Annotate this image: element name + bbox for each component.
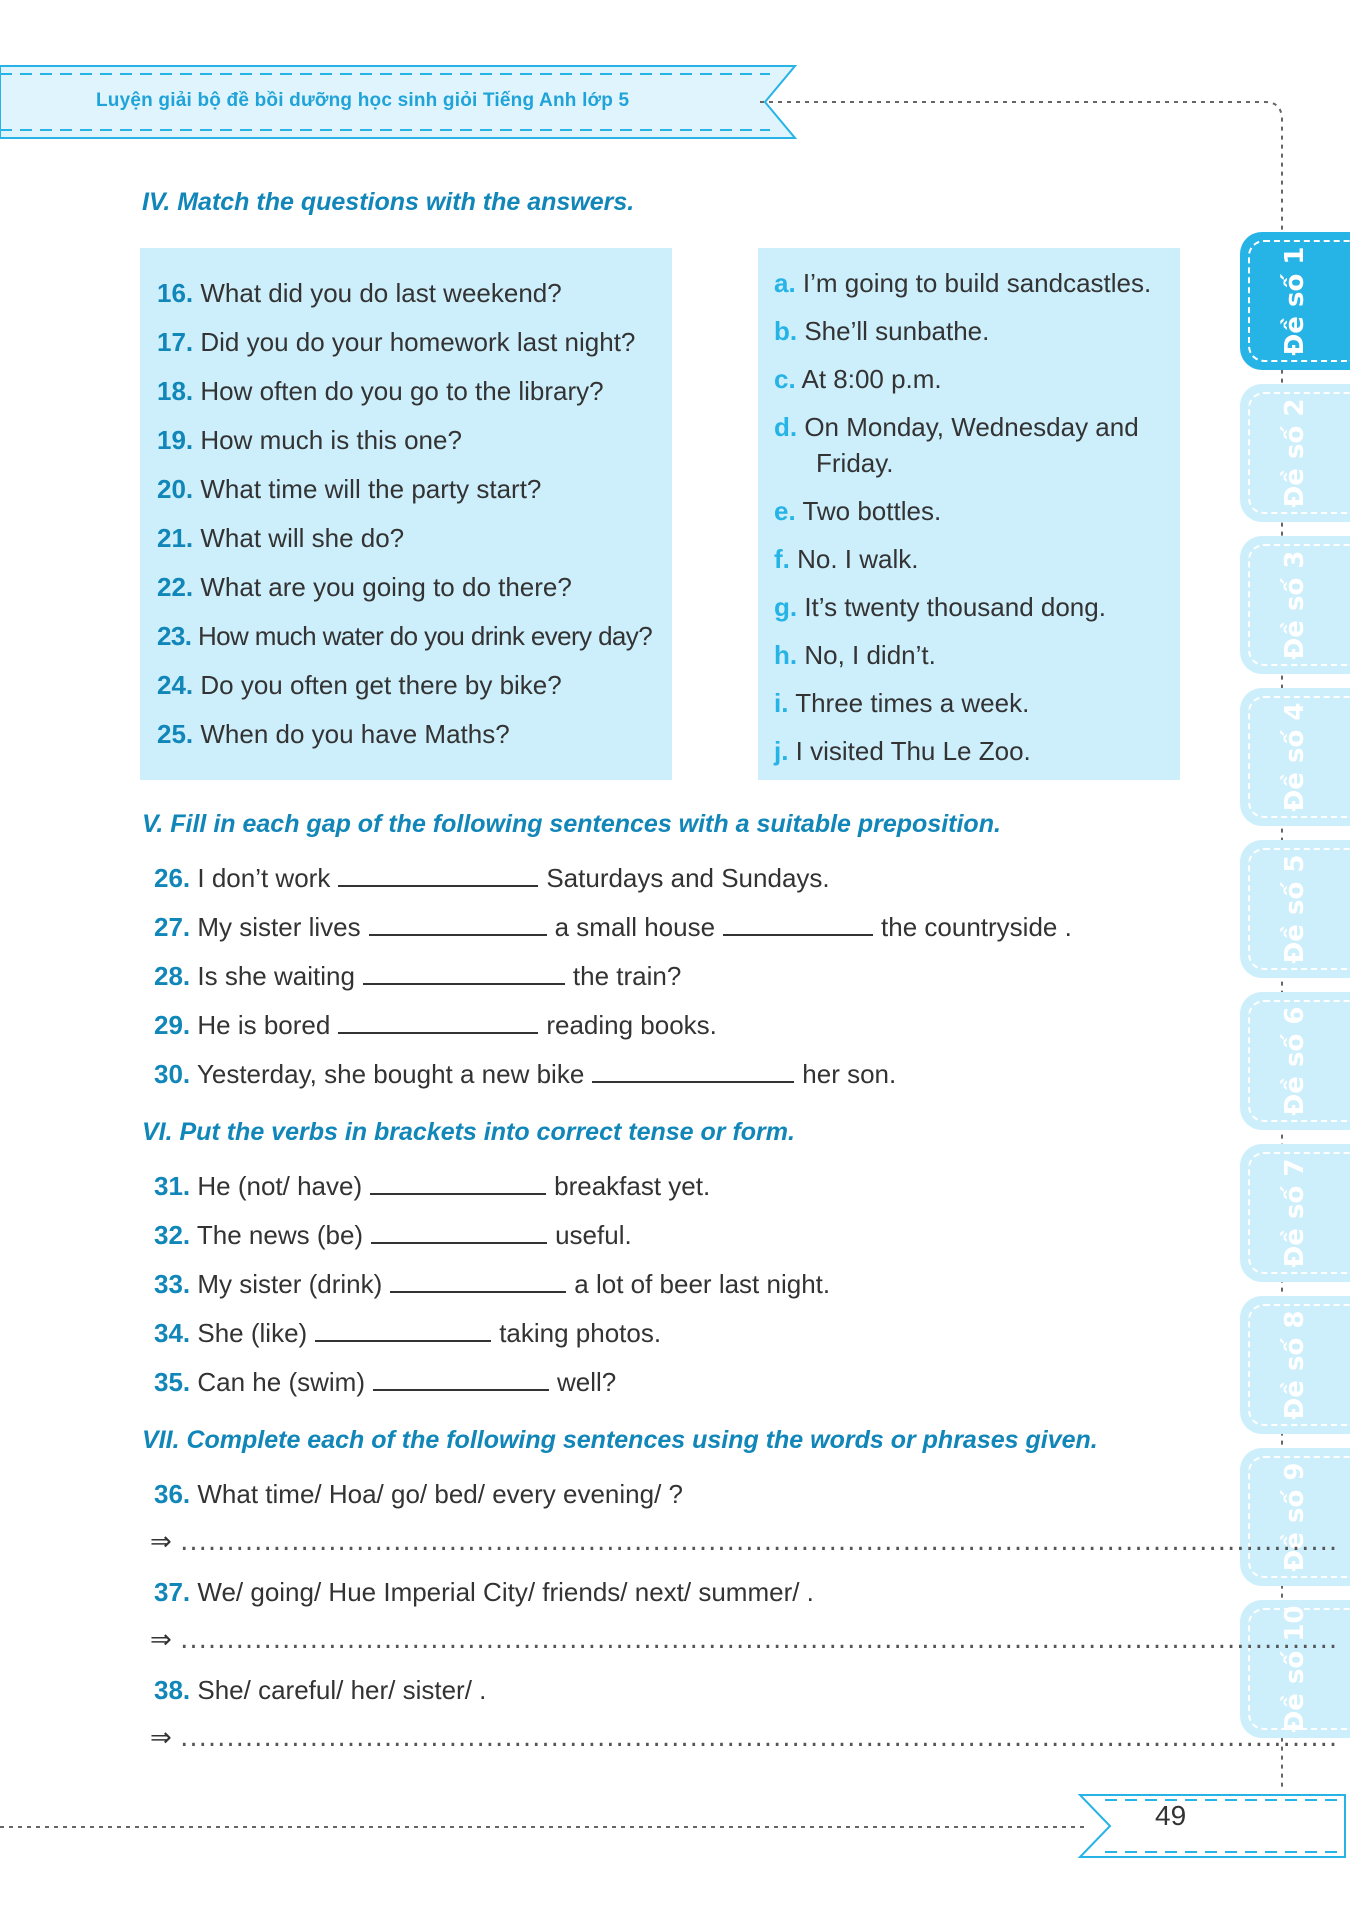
answer-item: a. I’m going to build sandcastles. <box>774 268 1152 298</box>
exercise-36: 36. What time/ Hoa/ go/ bed/ every evening/ ? <box>154 1479 683 1509</box>
answer-blank[interactable] <box>373 1367 549 1391</box>
question-item: 19. How much is this one? <box>157 425 462 455</box>
arrow-icon: ⇒ <box>150 1527 172 1557</box>
book-title: Luyện giải bộ đề bồi dưỡng học sinh giỏi Tiếng Anh lớp 5 <box>96 90 630 111</box>
exercise-33: 33. My sister (drink) a lot of beer last night. <box>154 1269 831 1299</box>
answer-line-36[interactable]: ⇒ ............................................................................................................................. <box>150 1527 1339 1557</box>
answer-item: e. Two bottles. <box>774 496 942 526</box>
exercise-34: 34. She (like) taking photos. <box>154 1318 662 1348</box>
arrow-icon: ⇒ <box>150 1625 172 1655</box>
answer-line-37[interactable]: ⇒ ............................................................................................................................. <box>150 1625 1339 1655</box>
exercise-35: 35. Can he (swim) well? <box>154 1367 617 1397</box>
tab-de-so-10[interactable]: Đề số 10 <box>1240 1600 1350 1738</box>
tab-de-so-2[interactable]: Đề số 2 <box>1240 384 1350 522</box>
answer-item: i. Three times a week. <box>774 688 1030 718</box>
exercise-28: 28. Is she waiting the train? <box>154 961 682 991</box>
answer-blank[interactable] <box>723 912 873 936</box>
exercise-29: 29. He is bored reading books. <box>154 1010 717 1040</box>
answer-blank[interactable] <box>369 912 547 936</box>
answer-blank[interactable] <box>371 1220 547 1244</box>
exercise-31: 31. He (not/ have) breakfast yet. <box>154 1171 711 1201</box>
exercise-32: 32. The news (be) useful. <box>154 1220 632 1250</box>
exercise-26: 26. I don’t work Saturdays and Sundays. <box>154 863 830 893</box>
page-number: 49 <box>1155 1800 1187 1831</box>
question-item: 22. What are you going to do there? <box>157 572 572 602</box>
arrow-icon: ⇒ <box>150 1723 172 1753</box>
answer-item: j. I visited Thu Le Zoo. <box>774 736 1031 766</box>
answer-item-continued: Friday. <box>816 448 894 478</box>
question-item: 16. What did you do last weekend? <box>157 278 562 308</box>
tab-de-so-8[interactable]: Đề số 8 <box>1240 1296 1350 1434</box>
answer-item: c. At 8:00 p.m. <box>774 364 942 394</box>
question-item: 20. What time will the party start? <box>157 474 542 504</box>
section-4-title: IV. Match the questions with the answers. <box>142 188 635 216</box>
question-item: 18. How often do you go to the library? <box>157 376 604 406</box>
tab-de-so-1[interactable]: Đề số 1 <box>1240 232 1350 370</box>
answer-item: d. On Monday, Wednesday and <box>774 412 1139 442</box>
answer-item: b. She’ll sunbathe. <box>774 316 990 346</box>
answer-blank[interactable] <box>370 1171 546 1195</box>
answer-blank[interactable] <box>592 1059 794 1083</box>
answer-blank[interactable] <box>338 863 538 887</box>
section-5-title: V. Fill in each gap of the following sentences with a suitable preposition. <box>142 810 1001 838</box>
tab-de-so-7[interactable]: Đề số 7 <box>1240 1144 1350 1282</box>
answer-item: h. No, I didn’t. <box>774 640 936 670</box>
answer-blank[interactable] <box>338 1010 538 1034</box>
exercise-38: 38. She/ careful/ her/ sister/ . <box>154 1675 487 1705</box>
tab-de-so-9[interactable]: Đề số 9 <box>1240 1448 1350 1586</box>
tab-de-so-4[interactable]: Đề số 4 <box>1240 688 1350 826</box>
answer-blank[interactable] <box>315 1318 491 1342</box>
exercise-30: 30. Yesterday, she bought a new bike her son. <box>154 1059 897 1089</box>
answer-item: f. No. I walk. <box>774 544 919 574</box>
answer-blank[interactable] <box>363 961 565 985</box>
question-item: 17. Did you do your homework last night? <box>157 327 636 357</box>
tab-de-so-5[interactable]: Đề số 5 <box>1240 840 1350 978</box>
question-item: 25. When do you have Maths? <box>157 719 510 749</box>
section-7-title: VII. Complete each of the following sentences using the words or phrases given. <box>142 1426 1098 1454</box>
tab-de-so-3[interactable]: Đề số 3 <box>1240 536 1350 674</box>
exercise-37: 37. We/ going/ Hue Imperial City/ friends/ next/ summer/ . <box>154 1577 814 1607</box>
answer-blank[interactable] <box>390 1269 566 1293</box>
answer-item: g. It’s twenty thousand dong. <box>774 592 1106 622</box>
exercise-27: 27. My sister lives a small house the countryside . <box>154 912 1072 942</box>
question-item: 24. Do you often get there by bike? <box>157 670 562 700</box>
section-6-title: VI. Put the verbs in brackets into correct tense or form. <box>142 1118 795 1146</box>
question-item: 23. How much water do you drink every day? <box>157 621 653 651</box>
question-item: 21. What will she do? <box>157 523 405 553</box>
tab-de-so-6[interactable]: Đề số 6 <box>1240 992 1350 1130</box>
answer-line-38[interactable]: ⇒ ............................................................................................................................. <box>150 1723 1339 1753</box>
